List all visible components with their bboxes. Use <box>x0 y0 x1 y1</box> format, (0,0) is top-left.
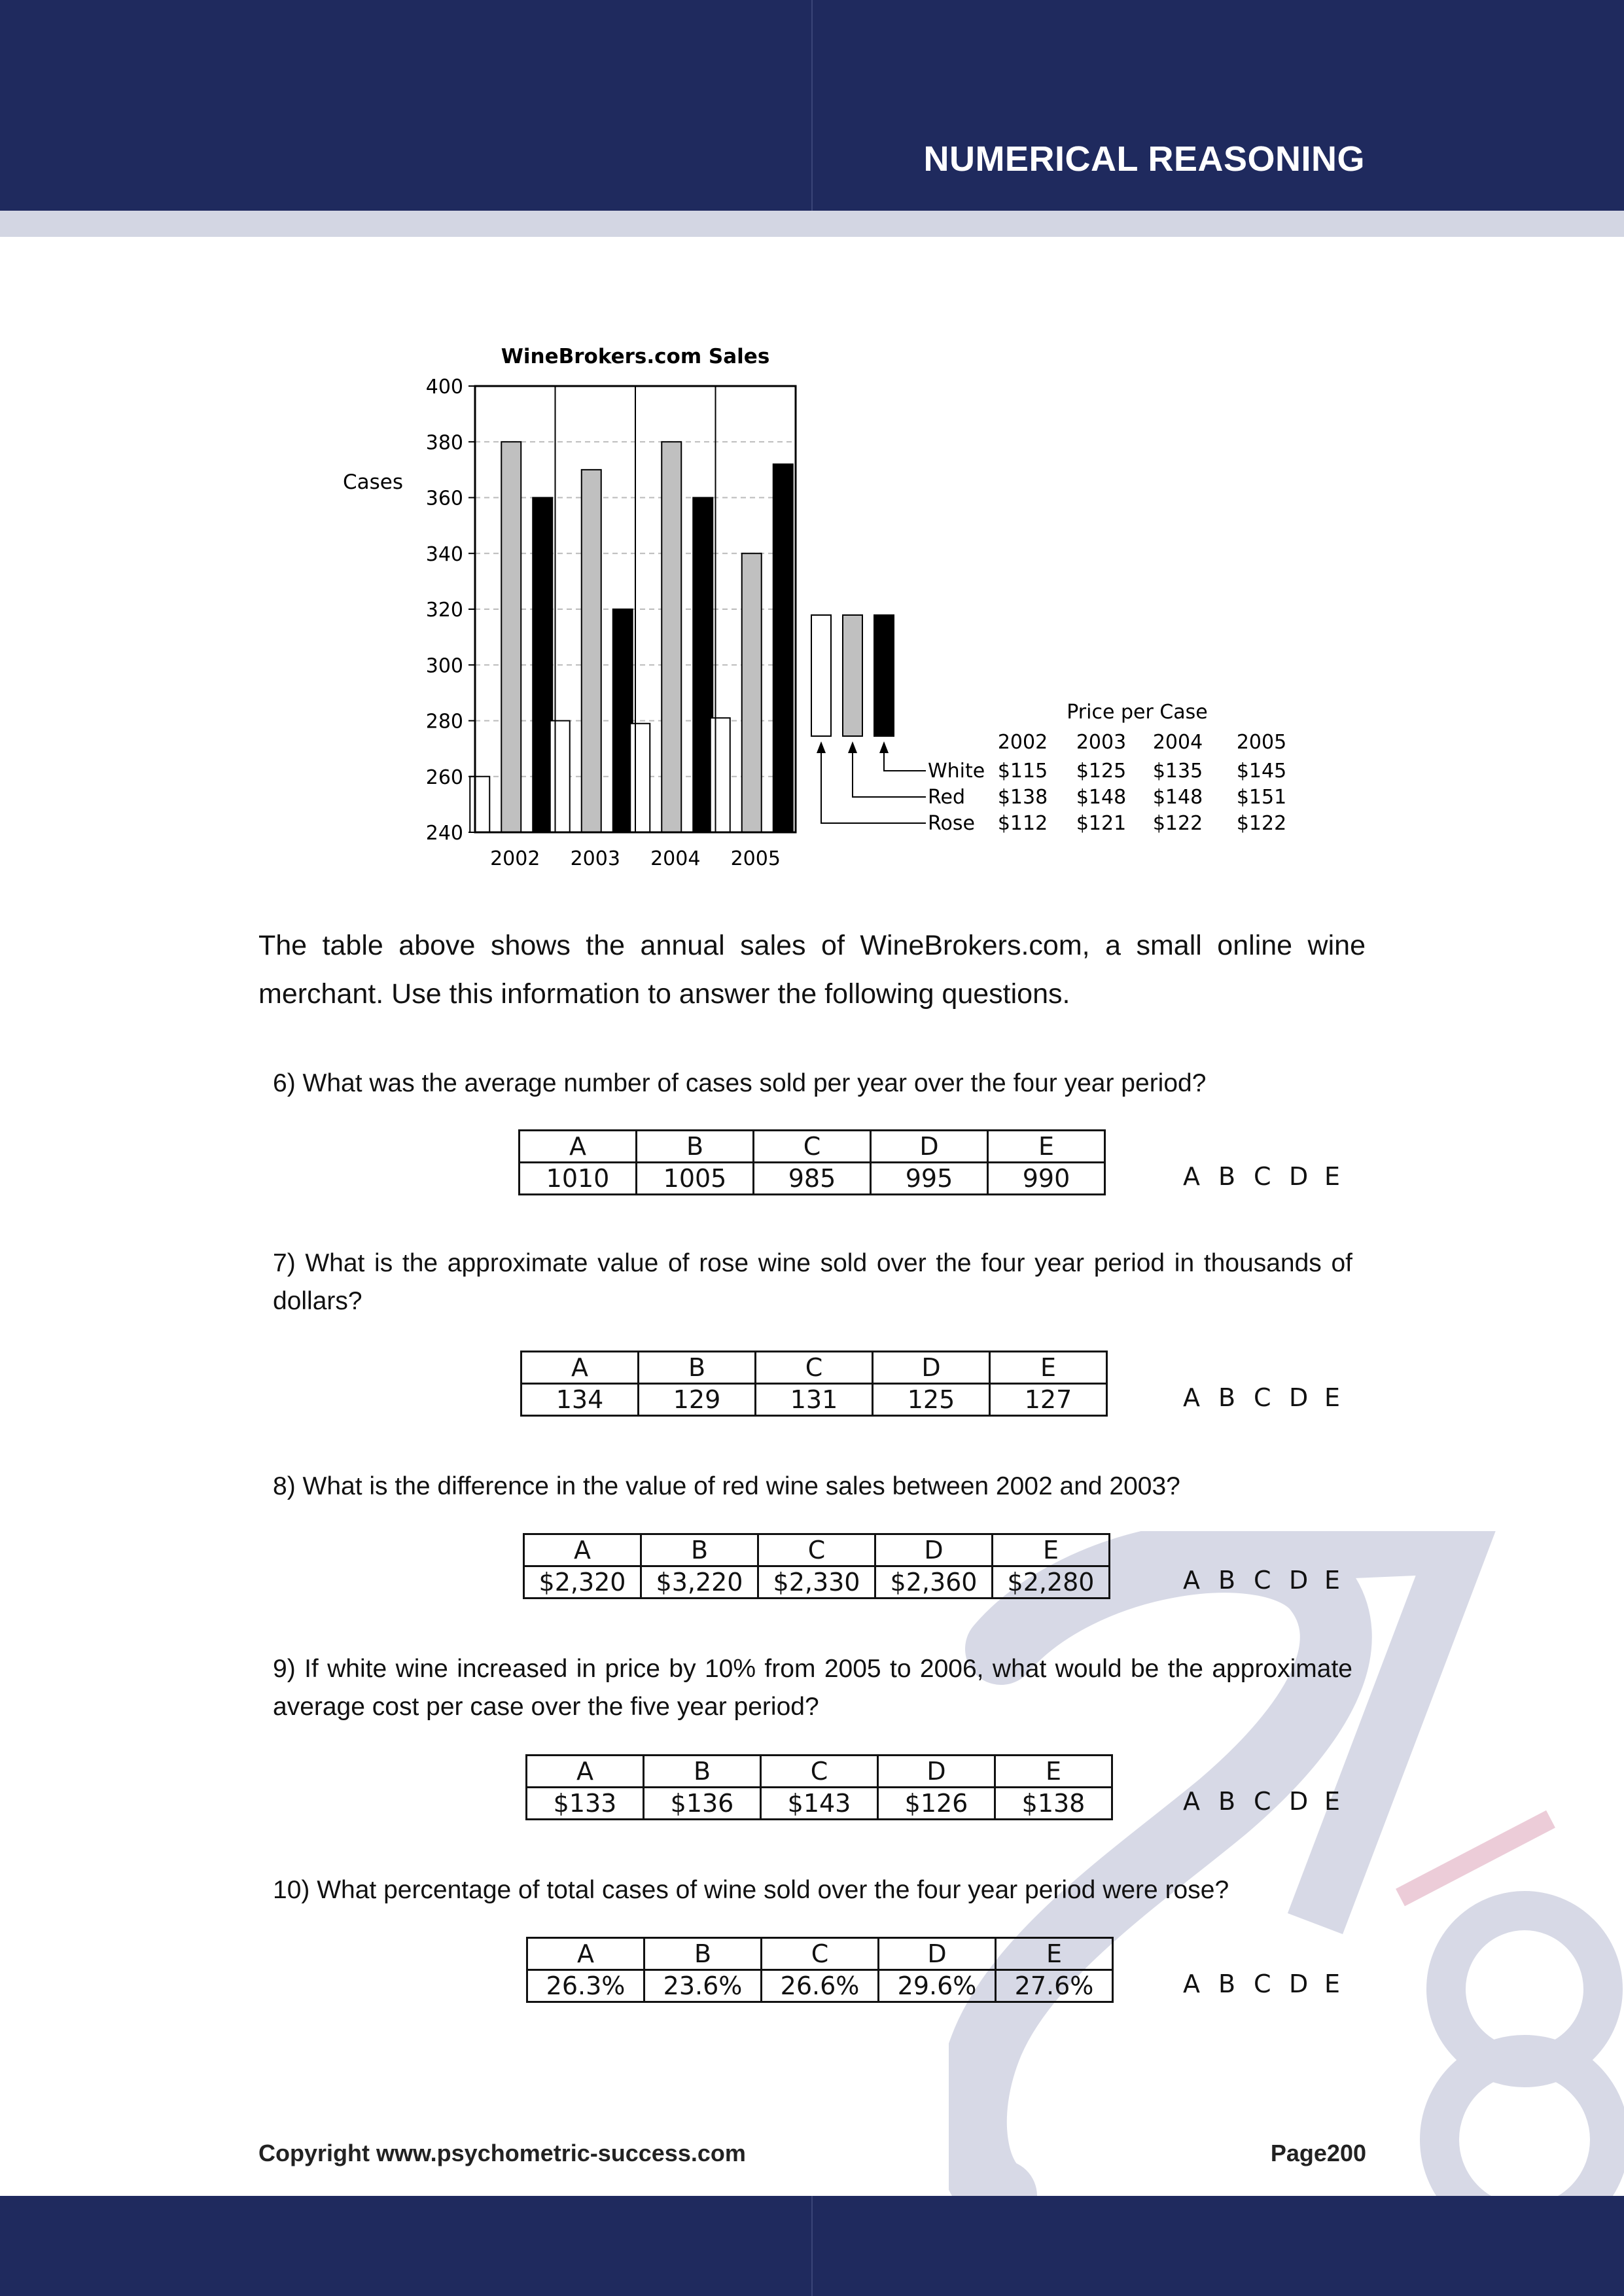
x-tick-label: 2005 <box>730 847 781 870</box>
y-tick-label: 280 <box>425 710 463 733</box>
bar-white-2005 <box>742 554 762 832</box>
option-letter: C <box>762 1938 879 1970</box>
price-year-header: 2002 <box>997 731 1048 754</box>
option-value: 125 <box>873 1384 990 1416</box>
option-letter: C <box>756 1352 873 1384</box>
answer-choice-d[interactable]: D <box>1289 1162 1309 1191</box>
price-cell: $121 <box>1076 812 1127 835</box>
price-cell: $112 <box>997 812 1048 835</box>
legend-connector <box>821 753 926 823</box>
option-value: 1010 <box>520 1163 637 1195</box>
answer-options-table <box>526 1937 1114 2003</box>
bar-white-2003 <box>582 470 601 832</box>
answer-choice-e[interactable]: E <box>1324 1383 1341 1412</box>
option-letter: A <box>527 1938 644 1970</box>
answer-choice-letters <box>1183 1787 1360 1816</box>
option-value: 134 <box>521 1384 639 1416</box>
answer-choice-a[interactable]: A <box>1183 1969 1200 1998</box>
option-value: 27.6% <box>996 1970 1113 2002</box>
bar-white-2004 <box>662 442 681 832</box>
option-value: 127 <box>990 1384 1107 1416</box>
option-value: $3,220 <box>641 1566 758 1598</box>
x-tick-label: 2004 <box>650 847 701 870</box>
bar-rose-2004 <box>630 724 650 832</box>
price-cell: $148 <box>1152 786 1203 809</box>
option-value: $2,280 <box>993 1566 1110 1598</box>
chart-title: WineBrokers.com Sales <box>501 345 770 368</box>
option-value: 26.6% <box>762 1970 879 2002</box>
answer-options-table <box>525 1754 1113 1820</box>
option-value: $2,360 <box>875 1566 993 1598</box>
option-letter: C <box>761 1756 878 1788</box>
answer-choice-c[interactable]: C <box>1254 1383 1271 1412</box>
answer-choice-e[interactable]: E <box>1324 1969 1341 1998</box>
header-strip <box>0 211 1624 237</box>
price-cell: $151 <box>1236 786 1287 809</box>
answer-choice-d[interactable]: D <box>1289 1969 1309 1998</box>
option-letter: C <box>758 1534 875 1566</box>
option-letter: E <box>993 1534 1110 1566</box>
price-cell: $145 <box>1236 760 1287 783</box>
price-row-label-white: White <box>928 760 985 783</box>
question-9-text: 9) If white wine increased in price by 10% from 2005 to 2006, what would be the approximate average cost per case over the five year period? <box>273 1655 1352 1721</box>
answer-choice-d[interactable]: D <box>1289 1787 1309 1816</box>
option-letter: B <box>641 1534 758 1566</box>
legend-arrow <box>879 741 889 753</box>
bar-rose-2002 <box>470 777 489 832</box>
answer-choice-e[interactable]: E <box>1324 1566 1341 1595</box>
y-tick-label: 340 <box>425 542 463 566</box>
price-year-header: 2003 <box>1076 731 1127 754</box>
answer-choice-b[interactable]: B <box>1218 1969 1236 1998</box>
option-value: 29.6% <box>879 1970 996 2002</box>
option-letter: B <box>639 1352 756 1384</box>
bar-red-2005 <box>773 464 793 832</box>
decorative-numeral-watermark <box>949 1531 1624 2196</box>
x-tick-label: 2003 <box>570 847 620 870</box>
question-8-text: 8) What is the difference in the value of red wine sales between 2002 and 2003? <box>273 1472 1180 1500</box>
footer-divider <box>811 2196 813 2296</box>
answer-choice-c[interactable]: C <box>1254 1969 1271 1998</box>
answer-choice-e[interactable]: E <box>1324 1162 1341 1191</box>
y-tick-label: 400 <box>425 376 463 398</box>
answer-choice-a[interactable]: A <box>1183 1566 1200 1595</box>
option-value: 995 <box>871 1163 988 1195</box>
option-letter: D <box>871 1131 988 1163</box>
option-value: 23.6% <box>644 1970 762 2002</box>
page-title: NUMERICAL REASONING <box>923 139 1365 179</box>
copyright-text: Copyright www.psychometric-success.com <box>258 2140 746 2166</box>
bar-rose-2003 <box>550 721 570 833</box>
answer-choice-c[interactable]: C <box>1254 1787 1271 1816</box>
answer-choice-a[interactable]: A <box>1183 1162 1200 1191</box>
option-value: $2,320 <box>524 1566 641 1598</box>
option-letter: E <box>995 1756 1112 1788</box>
option-value: $143 <box>761 1788 878 1820</box>
option-value: 985 <box>754 1163 871 1195</box>
price-cell: $125 <box>1076 760 1127 783</box>
option-letter: D <box>873 1352 990 1384</box>
answer-choice-b[interactable]: B <box>1218 1787 1236 1816</box>
header-divider <box>811 0 813 211</box>
price-year-header: 2004 <box>1152 731 1203 754</box>
y-tick-label: 380 <box>425 431 463 455</box>
option-letter: D <box>875 1534 993 1566</box>
price-cell: $138 <box>997 786 1048 809</box>
answer-choice-c[interactable]: C <box>1254 1162 1271 1191</box>
answer-choice-a[interactable]: A <box>1183 1383 1200 1412</box>
y-tick-label: 260 <box>425 766 463 789</box>
option-letter: E <box>988 1131 1105 1163</box>
option-letter: B <box>644 1938 762 1970</box>
legend-arrow <box>817 741 826 753</box>
y-tick-label: 320 <box>425 599 463 622</box>
page-number: Page200 <box>1270 2140 1366 2166</box>
legend-swatch <box>843 615 862 736</box>
answer-choice-c[interactable]: C <box>1254 1566 1271 1595</box>
question-7-text: 7) What is the approximate value of rose wine sold over the four year period in thousands of dollars? <box>273 1249 1352 1315</box>
option-value: 129 <box>639 1384 756 1416</box>
y-tick-label: 240 <box>425 822 463 845</box>
answer-choice-letters <box>1183 1969 1360 1998</box>
legend-connector <box>853 753 926 797</box>
option-value: $138 <box>995 1788 1112 1820</box>
answer-choice-a[interactable]: A <box>1183 1787 1200 1816</box>
option-value: 26.3% <box>527 1970 644 2002</box>
answer-choice-letters <box>1183 1383 1360 1412</box>
option-letter: A <box>520 1131 637 1163</box>
option-letter: B <box>637 1131 754 1163</box>
price-cell: $115 <box>997 760 1048 783</box>
option-value: $136 <box>644 1788 761 1820</box>
price-row-label-rose: Rose <box>928 812 975 835</box>
answer-choice-letters <box>1183 1566 1360 1595</box>
option-value: 1005 <box>637 1163 754 1195</box>
option-letter: C <box>754 1131 871 1163</box>
y-tick-label: 300 <box>425 654 463 678</box>
legend-swatch <box>874 615 894 736</box>
option-letter: D <box>878 1756 995 1788</box>
price-cell: $148 <box>1076 786 1127 809</box>
option-letter: B <box>644 1756 761 1788</box>
price-cell: $122 <box>1152 812 1203 835</box>
legend-arrow <box>848 741 857 753</box>
question-10-text: 10) What percentage of total cases of wine sold over the four year period were rose? <box>273 1876 1229 1904</box>
answer-options-table <box>523 1533 1110 1599</box>
answer-options-table <box>518 1129 1106 1195</box>
answer-choice-d[interactable]: D <box>1289 1566 1309 1595</box>
option-value: 131 <box>756 1384 873 1416</box>
price-row-label-red: Red <box>928 786 965 809</box>
price-cell: $122 <box>1236 812 1287 835</box>
option-value: $2,330 <box>758 1566 875 1598</box>
wine-sales-chart <box>327 334 1309 890</box>
bar-rose-2005 <box>711 718 730 832</box>
question-6-text: 6) What was the average number of cases sold per year over the four year period? <box>273 1069 1207 1097</box>
option-letter: E <box>990 1352 1107 1384</box>
option-letter: A <box>521 1352 639 1384</box>
answer-choice-d[interactable]: D <box>1289 1383 1309 1412</box>
option-value: $126 <box>878 1788 995 1820</box>
legend-swatch <box>811 615 831 736</box>
answer-choice-b[interactable]: B <box>1218 1566 1236 1595</box>
option-value: $133 <box>527 1788 644 1820</box>
answer-choice-b[interactable]: B <box>1218 1383 1236 1412</box>
option-letter: D <box>879 1938 996 1970</box>
bar-white-2002 <box>501 442 521 832</box>
price-cell: $135 <box>1152 760 1203 783</box>
answer-choice-letters <box>1183 1162 1360 1191</box>
intro-paragraph: The table above shows the annual sales of WineBrokers.com, a small online wine merchant. Use this information to answer the following questions. <box>258 930 1366 1010</box>
option-value: 990 <box>988 1163 1105 1195</box>
answer-choice-b[interactable]: B <box>1218 1162 1236 1191</box>
option-letter: A <box>527 1756 644 1788</box>
price-table-title: Price per Case <box>1067 701 1208 724</box>
answer-choice-e[interactable]: E <box>1324 1787 1341 1816</box>
price-year-header: 2005 <box>1236 731 1287 754</box>
answer-options-table <box>520 1351 1108 1417</box>
chart-ylabel: Cases <box>343 470 404 494</box>
option-letter: E <box>996 1938 1113 1970</box>
option-letter: A <box>524 1534 641 1566</box>
x-tick-label: 2002 <box>490 847 540 870</box>
y-tick-label: 360 <box>425 487 463 510</box>
legend-connector <box>884 753 926 771</box>
